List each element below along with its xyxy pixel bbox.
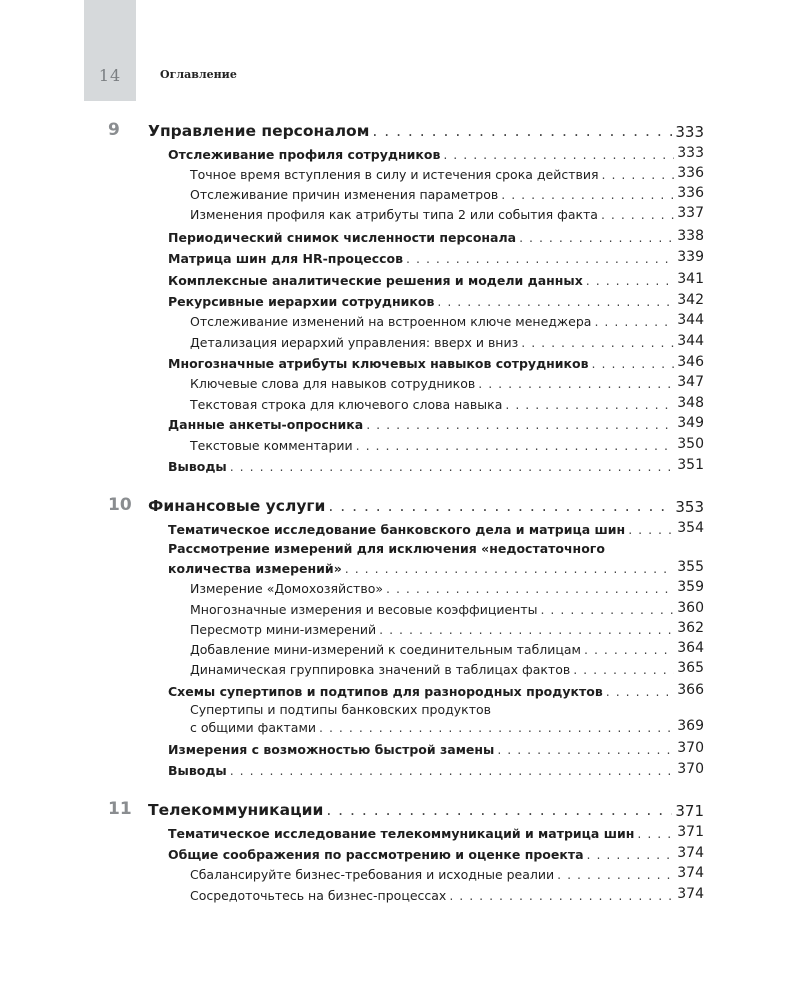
toc-entry[interactable] — [168, 271, 704, 289]
toc-title: Общие соображения по рассмотрению и оценке проекта — [168, 846, 584, 862]
leader-dots — [573, 662, 674, 678]
leader-dots — [319, 720, 674, 736]
leader-dots — [592, 356, 675, 372]
toc-page: 371 — [675, 801, 704, 820]
toc-title: Текстовые комментарии — [190, 437, 353, 453]
toc-entry[interactable] — [190, 579, 704, 597]
leader-dots — [606, 684, 675, 700]
leader-dots — [449, 888, 674, 904]
leader-dots — [328, 497, 672, 516]
toc-page: 337 — [677, 205, 704, 221]
toc-entry[interactable] — [168, 415, 704, 433]
toc-title: Отслеживание причин изменения параметров — [190, 186, 499, 202]
toc-title: количества измерений» — [168, 560, 342, 576]
leader-dots — [584, 642, 674, 658]
leader-dots — [478, 376, 674, 392]
leader-dots — [386, 581, 674, 597]
toc-entry[interactable] — [190, 333, 704, 351]
toc-title: Комплексные аналитические решения и модели данных — [168, 272, 583, 288]
toc-page: 342 — [677, 292, 704, 308]
toc-page: 350 — [677, 436, 704, 452]
toc-page: 353 — [675, 497, 704, 516]
leader-dots — [230, 459, 675, 475]
toc-page: 374 — [677, 865, 704, 881]
leader-dots — [601, 207, 674, 223]
leader-dots — [557, 867, 674, 883]
toc-title: Рекурсивные иерархии сотрудников — [168, 293, 435, 309]
toc-entry[interactable] — [190, 205, 704, 223]
toc-entry[interactable] — [190, 395, 704, 413]
toc-title: Многозначные атрибуты ключевых навыков сотрудников — [168, 355, 589, 371]
toc-title: Телекоммуникации — [148, 801, 324, 819]
toc-title-line1: Рассмотрение измерений для исключения «недостаточного — [168, 541, 605, 556]
toc-chapter-10[interactable] — [148, 497, 704, 516]
leader-dots — [406, 251, 674, 267]
toc-page: 374 — [677, 845, 704, 861]
leader-dots — [366, 417, 674, 433]
toc-entry[interactable] — [190, 660, 704, 678]
leader-dots — [326, 801, 672, 820]
toc-page: 347 — [677, 374, 704, 390]
toc-entry[interactable] — [168, 228, 704, 246]
leader-dots — [505, 397, 674, 413]
leader-dots — [372, 122, 672, 141]
toc-page: 359 — [677, 579, 704, 595]
toc-title: Измерение «Домохозяйство» — [190, 580, 383, 596]
toc-entry[interactable] — [168, 457, 704, 475]
toc-page: 365 — [677, 660, 704, 676]
toc-page: 360 — [677, 600, 704, 616]
toc-title: Выводы — [168, 458, 227, 474]
toc-title: Выводы — [168, 762, 227, 778]
toc-chapter-11[interactable] — [148, 801, 704, 820]
page-number-tab — [84, 0, 136, 101]
running-title: Оглавление — [160, 68, 237, 81]
leader-dots — [540, 602, 674, 618]
toc-entry[interactable] — [168, 145, 704, 163]
toc-title: Тематическое исследование банковского дела и матрица шин — [168, 521, 626, 537]
toc-page: 374 — [677, 886, 704, 902]
toc-page: 344 — [677, 333, 704, 349]
toc-page: 351 — [677, 457, 704, 473]
toc-page: 370 — [677, 740, 704, 756]
toc-title: Данные анкеты-опросника — [168, 416, 364, 432]
toc-entry[interactable] — [190, 436, 704, 454]
toc-entry[interactable] — [190, 374, 704, 392]
leader-dots — [437, 294, 674, 310]
toc-title-line1: Супертипы и подтипы банковских продуктов — [190, 702, 491, 717]
toc-title: Многозначные измерения и весовые коэффициенты — [190, 601, 538, 617]
toc-page: 336 — [677, 185, 704, 201]
toc-title: Тематическое исследование телекоммуникаций и матрица шин — [168, 825, 635, 841]
toc-title: Измерения с возможностью быстрой замены — [168, 741, 495, 757]
chapter-number: 11 — [108, 799, 132, 819]
toc-page: 354 — [677, 520, 704, 536]
toc-title: Сбалансируйте бизнес-требования и исходные реалии — [190, 866, 555, 882]
toc-title: Пересмотр мини-измерений — [190, 621, 377, 637]
toc-title: Периодический снимок численности персонала — [168, 229, 517, 245]
toc-entry[interactable] — [190, 165, 704, 183]
leader-dots — [497, 742, 674, 758]
leader-dots — [519, 230, 674, 246]
toc-page: 369 — [677, 718, 704, 734]
toc-title: Сосредоточьтесь на бизнес-процессах — [190, 887, 447, 903]
toc-entry[interactable] — [190, 640, 704, 658]
chapter-number: 10 — [108, 495, 132, 515]
toc-entry[interactable] — [168, 249, 704, 267]
toc-title: Финансовые услуги — [148, 497, 326, 515]
toc-title: Добавление мини-измерений к соединительным таблицам — [190, 641, 581, 657]
chapter-number: 9 — [108, 120, 120, 140]
toc-title: Точное время вступления в силу и истечения срока действия — [190, 166, 599, 182]
toc-entry[interactable] — [190, 620, 704, 638]
toc-entry[interactable] — [190, 185, 704, 203]
toc-title: Ключевые слова для навыков сотрудников — [190, 375, 476, 391]
toc-page: 371 — [677, 824, 704, 840]
toc-title: Схемы супертипов и подтипов для разнородных продуктов — [168, 683, 603, 699]
toc-entry[interactable] — [168, 559, 704, 577]
toc-entry[interactable] — [190, 718, 704, 736]
leader-dots — [637, 826, 674, 842]
leader-dots — [230, 763, 675, 779]
leader-dots — [345, 561, 674, 577]
toc-page: 346 — [677, 354, 704, 370]
toc-entry[interactable] — [168, 824, 704, 842]
leader-dots — [586, 273, 674, 289]
toc-chapter-9[interactable] — [148, 122, 704, 141]
toc-title: Текстовая строка для ключевого слова навыка — [190, 396, 503, 412]
toc-entry[interactable] — [168, 292, 704, 310]
toc-entry[interactable] — [190, 600, 704, 618]
leader-dots — [501, 187, 674, 203]
toc-title: с общими фактами — [190, 719, 317, 735]
page-number: 14 — [98, 66, 122, 85]
toc-page: 355 — [677, 559, 704, 575]
toc-entry[interactable] — [168, 520, 704, 538]
leader-dots — [602, 167, 675, 183]
toc-entry[interactable] — [190, 312, 704, 330]
toc-title: Динамическая группировка значений в таблицах фактов — [190, 661, 571, 677]
toc-title: Матрица шин для HR-процессов — [168, 250, 404, 266]
toc-page: 362 — [677, 620, 704, 636]
leader-dots — [521, 335, 674, 351]
toc-title: Отслеживание изменений на встроенном ключе менеджера — [190, 313, 592, 329]
toc-page: 366 — [677, 682, 704, 698]
toc-page: 339 — [677, 249, 704, 265]
toc-entry[interactable] — [168, 761, 704, 779]
toc-title: Управление персоналом — [148, 122, 370, 140]
toc-page: 344 — [677, 312, 704, 328]
toc-page: 341 — [677, 271, 704, 287]
leader-dots — [379, 622, 674, 638]
leader-dots — [628, 522, 674, 538]
toc-page: 348 — [677, 395, 704, 411]
toc-entry[interactable] — [190, 865, 704, 883]
toc-entry[interactable] — [168, 845, 704, 863]
toc-page: 370 — [677, 761, 704, 777]
leader-dots — [587, 847, 675, 863]
leader-dots — [443, 147, 674, 163]
leader-dots — [594, 314, 674, 330]
toc-page: 336 — [677, 165, 704, 181]
toc-page: 349 — [677, 415, 704, 431]
toc-entry[interactable] — [168, 740, 704, 758]
toc-page: 333 — [675, 122, 704, 141]
toc-page: 364 — [677, 640, 704, 656]
toc-title: Изменения профиля как атрибуты типа 2 или события факта — [190, 206, 598, 222]
toc-page: 338 — [677, 228, 704, 244]
toc-entry[interactable] — [190, 886, 704, 904]
toc-entry[interactable] — [168, 354, 704, 372]
toc-title: Детализация иерархий управления: вверх и вниз — [190, 334, 519, 350]
leader-dots — [356, 438, 675, 454]
toc-entry[interactable] — [168, 682, 704, 700]
toc-title: Отслеживание профиля сотрудников — [168, 146, 441, 162]
toc-page: 333 — [677, 145, 704, 161]
